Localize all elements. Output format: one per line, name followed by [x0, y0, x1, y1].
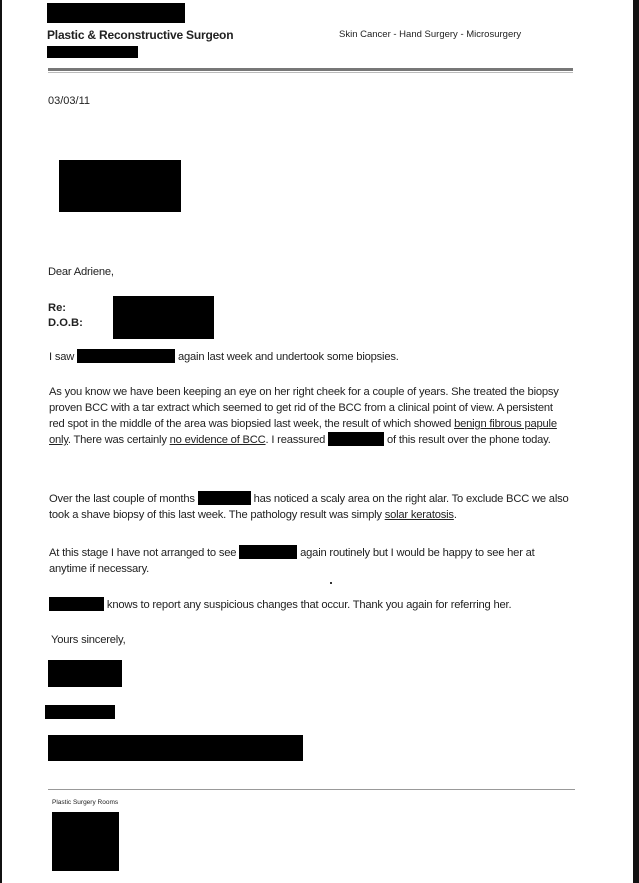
p2-text-a: As you know we have been keeping an eye on her right cheek for a couple of years. She treated the biopsy proven BCC with a tar extract which seemed to get rid of the BCC from a clinical point of view. A persistent red spot in the middle of the area was biopsied last week, the result of which showed — [49, 386, 559, 430]
re-label: Re: — [48, 302, 67, 314]
dob-label: D.O.B: — [48, 317, 83, 329]
salutation: Dear Adriene, — [48, 266, 114, 278]
paragraph-alar — [49, 491, 569, 523]
paragraph-follow-up — [49, 545, 569, 577]
patient-reference — [48, 301, 83, 331]
redacted-credentials — [47, 46, 138, 58]
redacted-patient-name-2 — [328, 432, 384, 446]
p3-text-d: . — [453, 509, 457, 521]
p5-text-b: knows to report any suspicious changes that occur. Thank you again for referring her. — [106, 599, 512, 611]
letterhead-title: Plastic & Reconstructive Surgeon — [47, 28, 234, 42]
header-rule — [48, 68, 573, 71]
scan-border-left — [0, 0, 2, 883]
p2-text-e: . I reassured — [265, 434, 326, 446]
redacted-address-line — [48, 735, 303, 761]
redacted-patient-name — [77, 349, 175, 363]
p1-text-b: again last week and undertook some biopsies. — [177, 351, 399, 363]
p3-result-solar-keratosis: solar keratosis — [384, 509, 454, 521]
paragraph-cheek — [49, 384, 569, 448]
letter-date: 03/03/11 — [48, 95, 91, 107]
letterhead-specialties: Skin Cancer - Hand Surgery - Microsurgery — [339, 29, 522, 40]
p2-text-c: . There was certainly — [67, 434, 167, 446]
p3-text-a: Over the last couple of months — [49, 493, 195, 505]
redacted-patient-details — [113, 296, 214, 339]
p4-text-a: At this stage I have not arranged to see — [49, 547, 237, 559]
paragraph-biopsies — [49, 349, 569, 365]
redacted-signature — [48, 660, 122, 687]
scan-border-right — [633, 0, 639, 883]
p2-result-no-bcc: no evidence of BCC — [169, 434, 266, 446]
p2-result-benign: benign fibrous papule only — [49, 418, 557, 446]
scan-speck — [330, 582, 332, 584]
redacted-signatory-name — [45, 705, 115, 719]
redacted-surgeon-name — [47, 3, 185, 23]
header-rule-thin — [48, 72, 573, 73]
redacted-patient-name-3 — [198, 491, 251, 505]
redacted-patient-name-5 — [49, 597, 104, 611]
paragraph-closing-note — [49, 597, 569, 613]
redacted-recipient-address — [59, 160, 181, 212]
redacted-patient-name-4 — [239, 545, 297, 559]
p1-text-a: I saw — [49, 351, 75, 363]
p4-text-b: again routinely but I would be happy to see her at anytime if necessary. — [49, 547, 535, 575]
footer-label: Plastic Surgery Rooms — [52, 799, 119, 806]
footer-rule — [48, 789, 575, 790]
p3-text-b: has noticed a scaly area on the right alar. To exclude BCC we also took a shave biopsy of this last week. The pathology result was simply — [49, 493, 569, 521]
closing: Yours sincerely, — [51, 634, 126, 646]
redacted-footer-address — [52, 812, 119, 871]
p2-text-f: of this result over the phone today. — [386, 434, 551, 446]
